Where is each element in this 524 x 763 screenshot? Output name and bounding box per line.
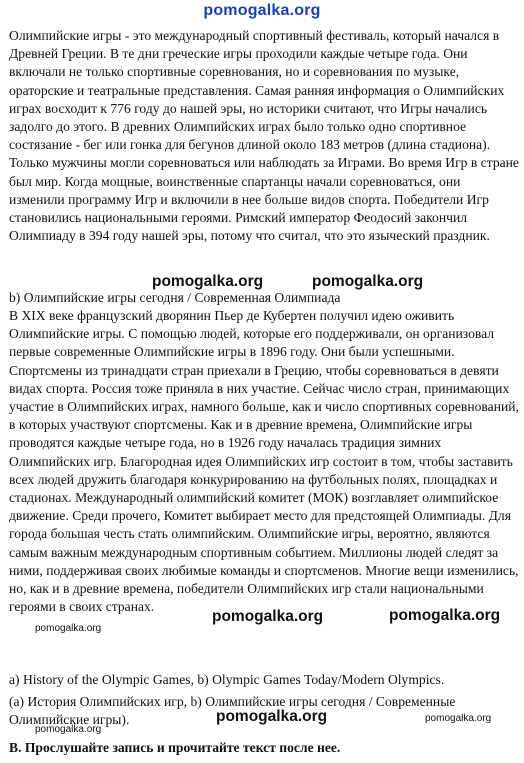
task-b-instruction: B. Прослушайте запись и прочитайте текст после нее. [9, 740, 341, 755]
watermark-lower-small-left: pomogalka.org [35, 623, 102, 634]
watermark-bottom-small-right: pomogalka.org [425, 713, 492, 724]
answer-english: a) History of the Olympic Games, b) Olympic Games Today/Modern Olympics. [9, 672, 445, 687]
header-watermark: pomogalka.org [203, 2, 321, 19]
watermark-bottom-small-left: pomogalka.org [35, 724, 102, 735]
watermark-lower-center: pomogalka.org [212, 608, 324, 625]
watermark-mid-left: pomogalka.org [152, 273, 264, 290]
paragraph-ancient-olympics: Олимпийские игры - это международный спортивный фестиваль, который начался в Древней Греции. В те дни греческие игры проходили каждые четыре года. Они включали не только спортивные соревнования, но и соревнования по музыке, ораторские и театральные представления. Самая ранняя информация о Олимпийских играх восходит к 776 году до нашей эры, но историки считают, что Игры начались задолго до этого. В древних Олимпийских играх было только одно спортивное состязание - бег или гонка для бегунов длиной около 183 метров (длина стадиона). Только мужчины могли соревноваться или наблюдать за Играми. Во время Игр в стране был мир. Когда мощные, воинственные спартанцы начали соревноваться, они изменили программу Игр и включили в нее больше видов спорта. Победители Игр становились национальными героями. Римский император Феодосий закончил Олимпиаду в 394 году нашей эры, потому что считал, что это языческий праздник. [9, 28, 519, 244]
section-b-title: b) Олимпийские игры сегодня / Современная Олимпиада [9, 290, 341, 305]
watermark-mid-right: pomogalka.org [312, 273, 424, 290]
paragraph-modern-olympics: В XIX веке французский дворянин Пьер де Кубертен получил идею оживить Олимпийские игры. С помощью людей, которые его поддерживали, он организовал первые современные Олимпийские игры в 1896 году. Они были успешными. Спортсмены из тринадцати стран приехали в Грецию, чтобы соревноваться в девяти видах спорта. Россия тоже приняла в них участие. Сейчас число стран, принимающих участие в Олимпийских играх, намного больше, как и число спортивных соревнований, в которых участвуют спортсмены. Как и в древние времена, Олимпийские игры проводятся каждые четыре года, но в 1926 году началась традиция зимних Олимпийских игр. Благородная идея Олимпийских игр состоит в том, чтобы заставить всех людей дружить благодаря конкурированию на футбольных полях, площадках и стадионах. Международный олимпийский комитет (МОК) возглавляет олимпийское движение. Среди прочего, Комитет выбирает место для предстоящей Олимпиады. Для города большая честь стать олимпийским. Олимпийские игры, вероятно, являются самым важным международным спортивным событием. Миллионы людей следят за ними, поддерживая своих любимые команды и спортсменов. Многие вещи изменились, но, как и в древние времена, победители Олимпийских игр стали национальными героями в своих странах. [9, 308, 519, 615]
watermark-bottom-center: pomogalka.org [216, 708, 328, 725]
watermark-lower-right: pomogalka.org [389, 607, 501, 624]
answer-russian: (a) История Олимпийских игр, b) Олимпийские игры сегодня / Современные Олимпийские игры). [9, 694, 456, 728]
